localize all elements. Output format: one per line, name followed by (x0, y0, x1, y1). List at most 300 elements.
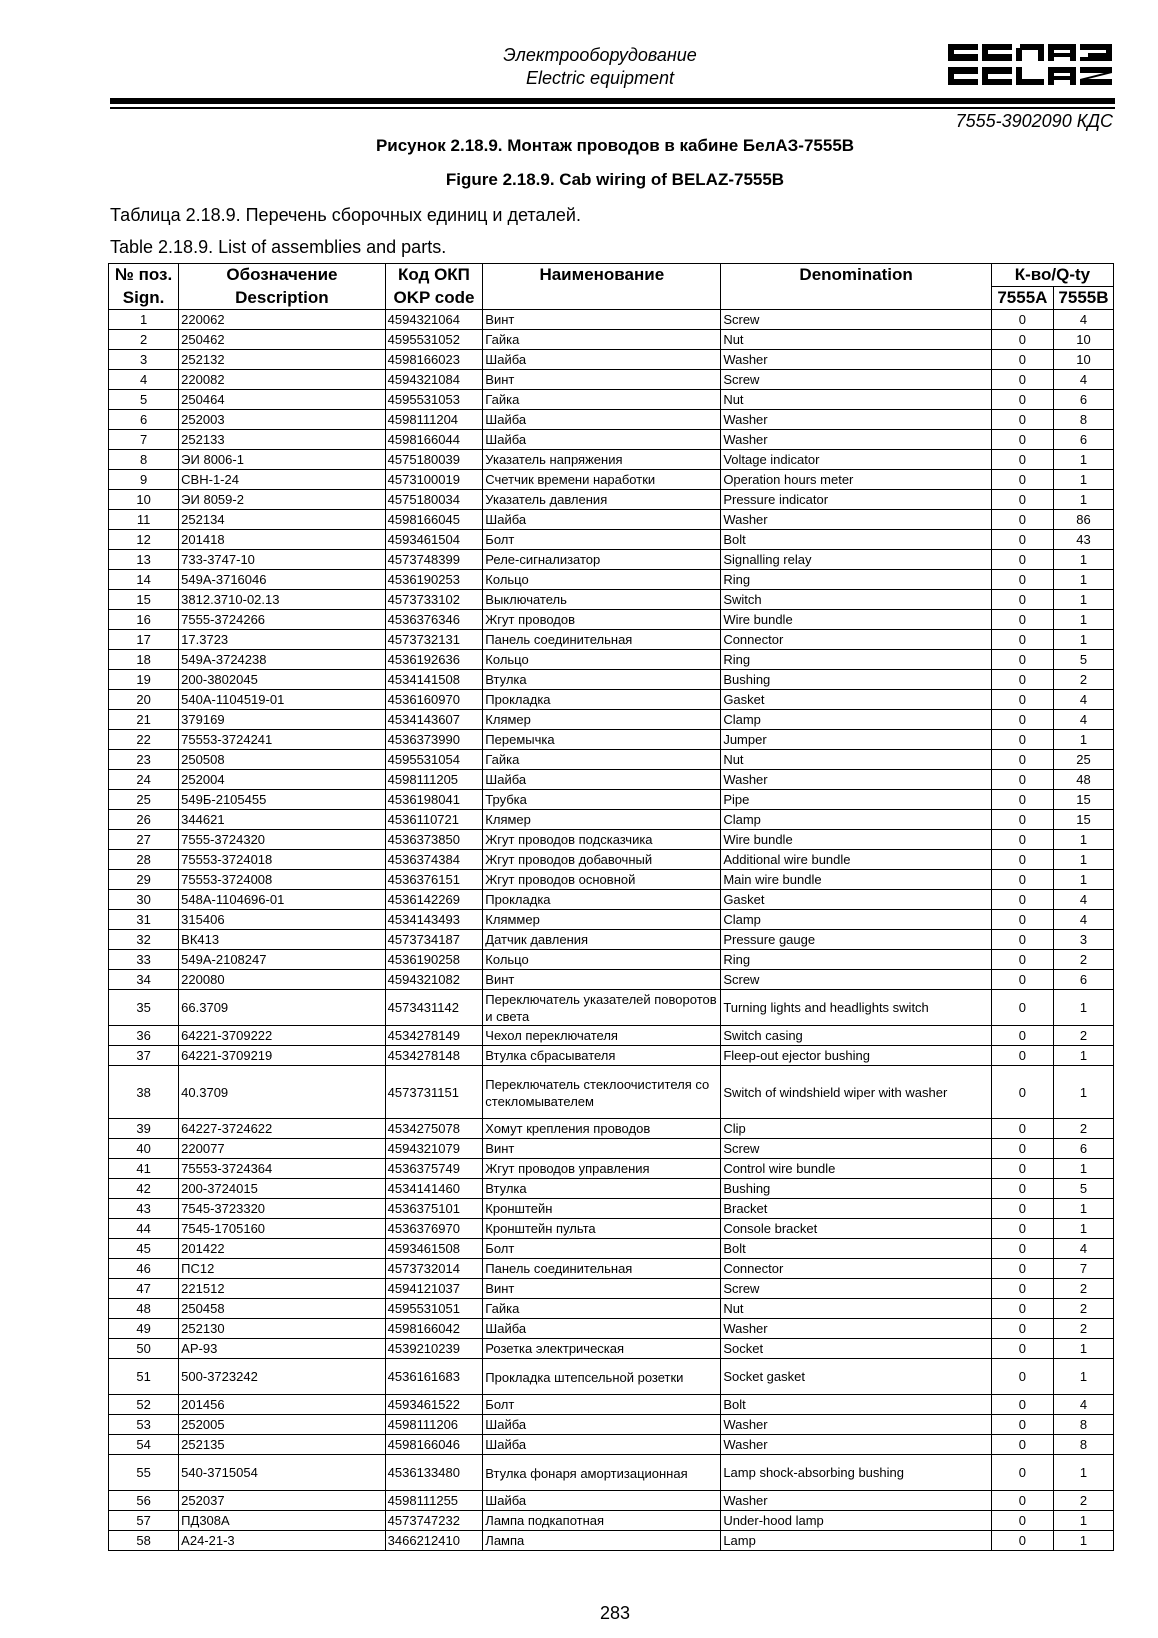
cell-okp-code: 4594321082 (385, 970, 483, 990)
cell-designation: 252004 (179, 770, 385, 790)
header-title-ru: Электрооборудование (503, 45, 697, 65)
cell-name-ru: Гайка (483, 750, 721, 770)
cell-okp-code: 4595531051 (385, 1299, 483, 1319)
cell-designation: 252003 (179, 410, 385, 430)
cell-qty-7555a: 0 (991, 990, 1053, 1026)
cell-qty-7555b: 1 (1053, 990, 1113, 1026)
cell-qty-7555b: 1 (1053, 1455, 1113, 1491)
col-header-pos-en: Sign. (109, 287, 179, 310)
table-row (109, 730, 1114, 750)
table-row (109, 790, 1114, 810)
table-row (109, 590, 1114, 610)
cell-qty-7555a: 0 (991, 790, 1053, 810)
cell-qty-7555a: 0 (991, 410, 1053, 430)
cell-qty-7555b: 1 (1053, 570, 1113, 590)
cell-qty-7555a: 0 (991, 1319, 1053, 1339)
table-row (109, 530, 1114, 550)
table-row (109, 970, 1114, 990)
cell-designation: 250458 (179, 1299, 385, 1319)
cell-denomination: Washer (721, 510, 992, 530)
cell-designation: 344621 (179, 810, 385, 830)
cell-designation: 252134 (179, 510, 385, 530)
cell-denomination: Gasket (721, 690, 992, 710)
cell-okp-code: 3466212410 (385, 1531, 483, 1551)
cell-denomination: Screw (721, 1279, 992, 1299)
cell-qty-7555b: 4 (1053, 370, 1113, 390)
cell-position: 7 (109, 430, 179, 450)
cell-name-ru: Хомут крепления проводов (483, 1119, 721, 1139)
col-header-qty: К-во/Q-ty (991, 264, 1113, 287)
cell-designation: 548А-1104696-01 (179, 890, 385, 910)
cell-denomination: Gasket (721, 890, 992, 910)
cell-name-ru: Кронштейн пульта (483, 1219, 721, 1239)
cell-denomination: Jumper (721, 730, 992, 750)
table-row (109, 450, 1114, 470)
cell-name-ru: Жгут проводов подсказчика (483, 830, 721, 850)
table-row (109, 890, 1114, 910)
cell-designation: 540А-1104519-01 (179, 690, 385, 710)
cell-denomination: Washer (721, 1435, 992, 1455)
cell-denomination: Screw (721, 1139, 992, 1159)
cell-name-ru: Шайба (483, 1435, 721, 1455)
cell-position: 14 (109, 570, 179, 590)
cell-position: 19 (109, 670, 179, 690)
cell-position: 21 (109, 710, 179, 730)
cell-qty-7555a: 0 (991, 570, 1053, 590)
cell-designation: 500-3723242 (179, 1359, 385, 1395)
cell-qty-7555b: 5 (1053, 650, 1113, 670)
cell-position: 39 (109, 1119, 179, 1139)
cell-designation: 250508 (179, 750, 385, 770)
cell-designation: 252037 (179, 1491, 385, 1511)
cell-name-ru: Указатель напряжения (483, 450, 721, 470)
cell-denomination: Under-hood lamp (721, 1511, 992, 1531)
cell-designation: 379169 (179, 710, 385, 730)
cell-denomination: Socket (721, 1339, 992, 1359)
cell-qty-7555a: 0 (991, 310, 1053, 330)
table-row (109, 630, 1114, 650)
cell-name-ru: Лампа подкапотная (483, 1511, 721, 1531)
table-title-en: Table 2.18.9. List of assemblies and parts. (110, 237, 447, 257)
cell-designation: 201456 (179, 1395, 385, 1415)
table-row (109, 950, 1114, 970)
cell-position: 3 (109, 350, 179, 370)
cell-okp-code: 4575180034 (385, 490, 483, 510)
cell-name-ru: Переключатель указателей поворотов и света (483, 990, 721, 1026)
cell-okp-code: 4593461508 (385, 1239, 483, 1259)
cell-okp-code: 4598111205 (385, 770, 483, 790)
cell-position: 28 (109, 850, 179, 870)
cell-qty-7555a: 0 (991, 470, 1053, 490)
cell-name-ru: Указатель давления (483, 490, 721, 510)
cell-qty-7555b: 1 (1053, 490, 1113, 510)
cell-designation: 220082 (179, 370, 385, 390)
cell-position: 6 (109, 410, 179, 430)
cell-name-ru: Шайба (483, 770, 721, 790)
table-row (109, 430, 1114, 450)
cell-qty-7555a: 0 (991, 1415, 1053, 1435)
table-row (109, 610, 1114, 630)
cell-qty-7555a: 0 (991, 1159, 1053, 1179)
cell-qty-7555a: 0 (991, 1239, 1053, 1259)
cell-name-ru: Клямер (483, 710, 721, 730)
cell-denomination: Washer (721, 430, 992, 450)
cell-designation: 75553-3724018 (179, 850, 385, 870)
cell-denomination: Nut (721, 1299, 992, 1319)
cell-position: 34 (109, 970, 179, 990)
cell-position: 37 (109, 1046, 179, 1066)
cell-okp-code: 4595531052 (385, 330, 483, 350)
cell-name-ru: Жгут проводов основной (483, 870, 721, 890)
table-row (109, 370, 1114, 390)
figure-caption-en: Figure 2.18.9. Cab wiring of BELAZ-7555B (445, 170, 785, 189)
col-header-denomination: Denomination (721, 264, 992, 310)
cell-qty-7555b: 1 (1053, 550, 1113, 570)
cell-name-ru: Счетчик времени наработки (483, 470, 721, 490)
cell-qty-7555b: 2 (1053, 1299, 1113, 1319)
cell-denomination: Pressure indicator (721, 490, 992, 510)
cell-denomination: Clamp (721, 810, 992, 830)
table-row (109, 1179, 1114, 1199)
table-row (109, 1299, 1114, 1319)
cell-qty-7555b: 2 (1053, 1491, 1113, 1511)
cell-denomination: Ring (721, 570, 992, 590)
cell-qty-7555b: 1 (1053, 870, 1113, 890)
cell-denomination: Connector (721, 1259, 992, 1279)
cell-okp-code: 4598111255 (385, 1491, 483, 1511)
cell-denomination: Wire bundle (721, 610, 992, 630)
cell-denomination: Clamp (721, 910, 992, 930)
cell-name-ru: Винт (483, 970, 721, 990)
parts-table-body (109, 310, 1114, 1551)
table-row (109, 1319, 1114, 1339)
cell-name-ru: Шайба (483, 410, 721, 430)
cell-qty-7555a: 0 (991, 950, 1053, 970)
cell-qty-7555a: 0 (991, 1259, 1053, 1279)
cell-position: 33 (109, 950, 179, 970)
cell-okp-code: 4536376970 (385, 1219, 483, 1239)
cell-name-ru: Шайба (483, 1319, 721, 1339)
cell-qty-7555b: 4 (1053, 910, 1113, 930)
table-row (109, 850, 1114, 870)
cell-qty-7555a: 0 (991, 1119, 1053, 1139)
cell-denomination: Switch casing (721, 1026, 992, 1046)
cell-name-ru: Винт (483, 1139, 721, 1159)
cell-position: 30 (109, 890, 179, 910)
cell-name-ru: Болт (483, 530, 721, 550)
table-row (109, 410, 1114, 430)
cell-denomination: Bushing (721, 1179, 992, 1199)
cell-qty-7555b: 25 (1053, 750, 1113, 770)
cell-position: 36 (109, 1026, 179, 1046)
cell-position: 5 (109, 390, 179, 410)
cell-qty-7555a: 0 (991, 1026, 1053, 1046)
cell-qty-7555b: 2 (1053, 1319, 1113, 1339)
cell-qty-7555b: 8 (1053, 1415, 1113, 1435)
cell-name-ru: Кронштейн (483, 1199, 721, 1219)
cell-designation: 252005 (179, 1415, 385, 1435)
cell-okp-code: 4573734187 (385, 930, 483, 950)
cell-qty-7555a: 0 (991, 1359, 1053, 1395)
cell-qty-7555b: 4 (1053, 890, 1113, 910)
cell-qty-7555a: 0 (991, 1139, 1053, 1159)
cell-qty-7555a: 0 (991, 650, 1053, 670)
cell-position: 45 (109, 1239, 179, 1259)
cell-denomination: Washer (721, 350, 992, 370)
cell-designation: 200-3724015 (179, 1179, 385, 1199)
cell-denomination: Washer (721, 770, 992, 790)
cell-qty-7555b: 1 (1053, 1511, 1113, 1531)
cell-denomination: Signalling relay (721, 550, 992, 570)
cell-position: 27 (109, 830, 179, 850)
table-row (109, 870, 1114, 890)
cell-position: 46 (109, 1259, 179, 1279)
cell-position: 18 (109, 650, 179, 670)
cell-designation: 75553-3724364 (179, 1159, 385, 1179)
cell-name-ru: Кольцо (483, 650, 721, 670)
cell-denomination: Pipe (721, 790, 992, 810)
table-row (109, 1415, 1114, 1435)
cell-okp-code: 4536373990 (385, 730, 483, 750)
table-row (109, 1359, 1114, 1395)
cell-qty-7555b: 1 (1053, 730, 1113, 750)
cell-okp-code: 4575180039 (385, 450, 483, 470)
cell-designation: ВК413 (179, 930, 385, 950)
cell-okp-code: 4536192636 (385, 650, 483, 670)
table-row (109, 750, 1114, 770)
cell-denomination: Screw (721, 970, 992, 990)
cell-designation: 201422 (179, 1239, 385, 1259)
cell-designation: 64221-3709222 (179, 1026, 385, 1046)
cell-denomination: Washer (721, 1491, 992, 1511)
cell-qty-7555b: 1 (1053, 470, 1113, 490)
header-rule (110, 98, 1115, 104)
cell-qty-7555a: 0 (991, 970, 1053, 990)
cell-okp-code: 4573748399 (385, 550, 483, 570)
cell-name-ru: Чехол переключателя (483, 1026, 721, 1046)
table-row (109, 1395, 1114, 1415)
cell-position: 58 (109, 1531, 179, 1551)
cell-denomination: Screw (721, 310, 992, 330)
cell-qty-7555a: 0 (991, 530, 1053, 550)
cell-okp-code: 4536161683 (385, 1359, 483, 1395)
cell-okp-code: 4594321079 (385, 1139, 483, 1159)
cell-denomination: Clip (721, 1119, 992, 1139)
table-row (109, 1066, 1114, 1119)
cell-name-ru: Прокладка штепсельной розетки (483, 1359, 721, 1395)
cell-qty-7555b: 43 (1053, 530, 1113, 550)
cell-qty-7555a: 0 (991, 1395, 1053, 1415)
cell-okp-code: 4573731151 (385, 1066, 483, 1119)
cell-designation: 75553-3724241 (179, 730, 385, 750)
cell-position: 9 (109, 470, 179, 490)
cell-qty-7555a: 0 (991, 930, 1053, 950)
cell-okp-code: 4598166046 (385, 1435, 483, 1455)
table-row (109, 550, 1114, 570)
cell-okp-code: 4534278149 (385, 1026, 483, 1046)
cell-position: 2 (109, 330, 179, 350)
cell-denomination: Operation hours meter (721, 470, 992, 490)
cell-qty-7555a: 0 (991, 670, 1053, 690)
parts-table (108, 263, 1114, 1551)
cell-denomination: Wire bundle (721, 830, 992, 850)
cell-denomination: Pressure gauge (721, 930, 992, 950)
cell-position: 53 (109, 1415, 179, 1435)
cell-position: 11 (109, 510, 179, 530)
cell-qty-7555a: 0 (991, 770, 1053, 790)
cell-denomination: Switch of windshield wiper with washer (721, 1066, 992, 1119)
col-header-qty-7555a: 7555A (991, 287, 1053, 310)
col-header-designation-ru: Обозначение (179, 264, 385, 287)
cell-designation: 315406 (179, 910, 385, 930)
col-header-okp-en: OKP code (385, 287, 483, 310)
cell-designation: 549А-2108247 (179, 950, 385, 970)
cell-name-ru: Панель соединительная (483, 630, 721, 650)
cell-qty-7555a: 0 (991, 350, 1053, 370)
cell-qty-7555b: 1 (1053, 450, 1113, 470)
cell-designation: 201418 (179, 530, 385, 550)
table-row (109, 1239, 1114, 1259)
cell-okp-code: 4593461504 (385, 530, 483, 550)
cell-qty-7555b: 6 (1053, 1139, 1113, 1159)
cell-okp-code: 4534141460 (385, 1179, 483, 1199)
cell-qty-7555b: 4 (1053, 710, 1113, 730)
cell-position: 31 (109, 910, 179, 930)
cell-qty-7555b: 15 (1053, 790, 1113, 810)
cell-designation: ПС12 (179, 1259, 385, 1279)
cell-position: 20 (109, 690, 179, 710)
cell-position: 48 (109, 1299, 179, 1319)
cell-designation: 549Б-2105455 (179, 790, 385, 810)
cell-okp-code: 4539210239 (385, 1339, 483, 1359)
cell-name-ru: Винт (483, 1279, 721, 1299)
cell-position: 52 (109, 1395, 179, 1415)
cell-designation: 252133 (179, 430, 385, 450)
cell-denomination: Control wire bundle (721, 1159, 992, 1179)
cell-okp-code: 4598111204 (385, 410, 483, 430)
cell-qty-7555b: 2 (1053, 1279, 1113, 1299)
cell-qty-7555b: 1 (1053, 850, 1113, 870)
cell-okp-code: 4536190253 (385, 570, 483, 590)
table-row (109, 1159, 1114, 1179)
cell-denomination: Clamp (721, 710, 992, 730)
table-row (109, 1491, 1114, 1511)
cell-okp-code: 4573100019 (385, 470, 483, 490)
cell-qty-7555b: 15 (1053, 810, 1113, 830)
cell-okp-code: 4595531053 (385, 390, 483, 410)
cell-qty-7555b: 5 (1053, 1179, 1113, 1199)
cell-denomination: Voltage indicator (721, 450, 992, 470)
cell-designation: 7555-3724320 (179, 830, 385, 850)
cell-designation: ЭИ 8059-2 (179, 490, 385, 510)
cell-denomination: Connector (721, 630, 992, 650)
cell-qty-7555b: 6 (1053, 390, 1113, 410)
cell-designation: 252132 (179, 350, 385, 370)
cell-qty-7555b: 8 (1053, 1435, 1113, 1455)
table-title-ru: Таблица 2.18.9. Перечень сборочных единиц и деталей. (110, 205, 581, 225)
cell-name-ru: Болт (483, 1239, 721, 1259)
cell-name-ru: Шайба (483, 430, 721, 450)
cell-qty-7555b: 4 (1053, 690, 1113, 710)
cell-qty-7555b: 1 (1053, 630, 1113, 650)
cell-qty-7555a: 0 (991, 390, 1053, 410)
cell-position: 23 (109, 750, 179, 770)
cell-position: 38 (109, 1066, 179, 1119)
cell-name-ru: Гайка (483, 330, 721, 350)
cell-designation: 220080 (179, 970, 385, 990)
cell-okp-code: 4598111206 (385, 1415, 483, 1435)
cell-name-ru: Втулка (483, 1179, 721, 1199)
cell-denomination: Bracket (721, 1199, 992, 1219)
cell-okp-code: 4573431142 (385, 990, 483, 1026)
table-row (109, 650, 1114, 670)
cell-qty-7555a: 0 (991, 490, 1053, 510)
cell-qty-7555b: 1 (1053, 1339, 1113, 1359)
col-header-designation-en: Description (179, 287, 385, 310)
cell-position: 56 (109, 1491, 179, 1511)
col-header-name-ru: Наименование (483, 264, 721, 310)
cell-position: 49 (109, 1319, 179, 1339)
cell-position: 57 (109, 1511, 179, 1531)
cell-qty-7555b: 1 (1053, 610, 1113, 630)
cell-qty-7555a: 0 (991, 450, 1053, 470)
table-row (109, 1026, 1114, 1046)
cell-name-ru: Датчик давления (483, 930, 721, 950)
cell-qty-7555b: 48 (1053, 770, 1113, 790)
cell-name-ru: Жгут проводов добавочный (483, 850, 721, 870)
cell-okp-code: 4593461522 (385, 1395, 483, 1415)
cell-name-ru: Трубка (483, 790, 721, 810)
col-header-okp-ru: Код ОКП (385, 264, 483, 287)
header-rule-thin (110, 107, 1115, 109)
cell-qty-7555a: 0 (991, 1046, 1053, 1066)
cell-position: 22 (109, 730, 179, 750)
cell-qty-7555b: 1 (1053, 1359, 1113, 1395)
cell-designation: СВН-1-24 (179, 470, 385, 490)
cell-okp-code: 4536373850 (385, 830, 483, 850)
cell-position: 41 (109, 1159, 179, 1179)
cell-name-ru: Втулка (483, 670, 721, 690)
table-row (109, 770, 1114, 790)
cell-position: 25 (109, 790, 179, 810)
cell-designation: ЭИ 8006-1 (179, 450, 385, 470)
cell-okp-code: 4536160970 (385, 690, 483, 710)
cell-qty-7555a: 0 (991, 870, 1053, 890)
cell-position: 44 (109, 1219, 179, 1239)
cell-name-ru: Прокладка (483, 690, 721, 710)
table-row (109, 690, 1114, 710)
cell-denomination: Bolt (721, 530, 992, 550)
cell-denomination: Main wire bundle (721, 870, 992, 890)
cell-position: 55 (109, 1455, 179, 1491)
cell-qty-7555a: 0 (991, 910, 1053, 930)
cell-denomination: Ring (721, 650, 992, 670)
cell-denomination: Nut (721, 390, 992, 410)
cell-designation: 733-3747-10 (179, 550, 385, 570)
cell-position: 51 (109, 1359, 179, 1395)
cell-qty-7555a: 0 (991, 1531, 1053, 1551)
cell-denomination: Turning lights and headlights switch (721, 990, 992, 1026)
cell-qty-7555b: 4 (1053, 1395, 1113, 1415)
cell-position: 10 (109, 490, 179, 510)
cell-okp-code: 4534278148 (385, 1046, 483, 1066)
cell-denomination: Bolt (721, 1395, 992, 1415)
cell-name-ru: Панель соединительная (483, 1259, 721, 1279)
table-row (109, 1046, 1114, 1066)
cell-qty-7555b: 3 (1053, 930, 1113, 950)
cell-okp-code: 4598166042 (385, 1319, 483, 1339)
cell-name-ru: Лампа (483, 1531, 721, 1551)
